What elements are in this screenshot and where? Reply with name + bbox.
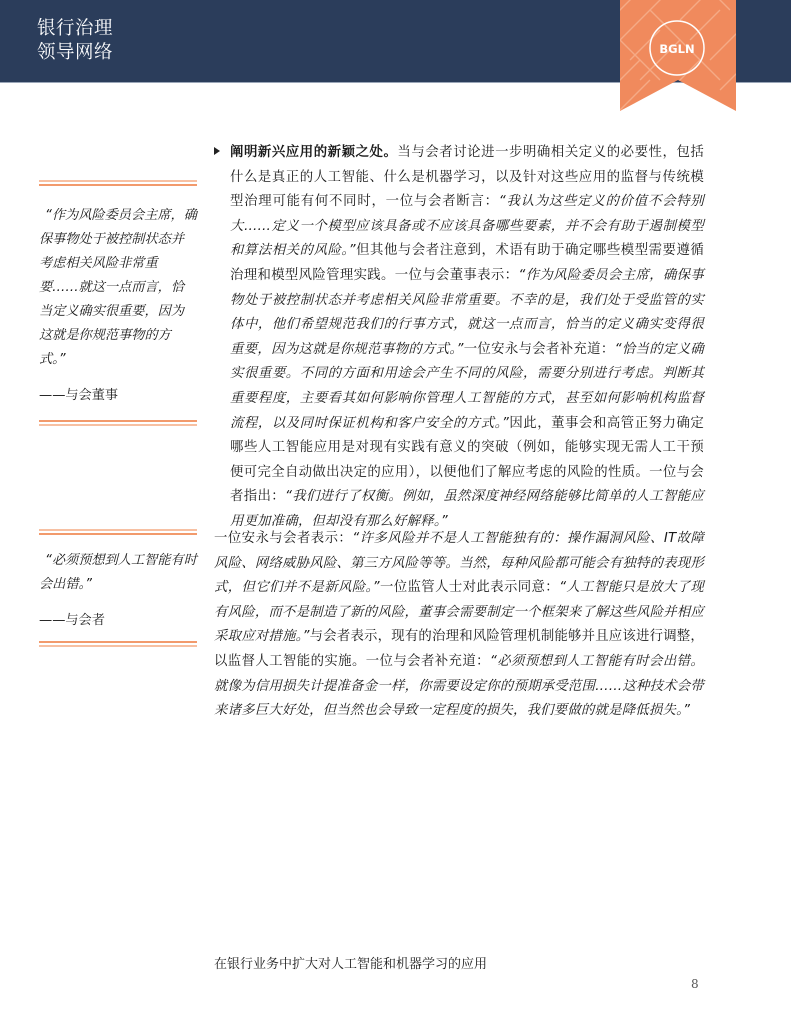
- pull-quote-box-2: [39, 529, 197, 647]
- bgln-ribbon-icon: [620, 0, 736, 111]
- divider-bottom: [39, 641, 197, 647]
- pull-quote-box-1: [39, 180, 197, 426]
- text-segment: 一位安永与会者补充道：: [463, 341, 615, 357]
- quote-segment: “我认为这些定义的价值不会特别大……定义一个模型应该具备或不应该具备哪些要素，并不会有助于遏制模型和算法相关的风险。”: [230, 194, 704, 259]
- quote-segment: “恰当的定义确实很重要。不同的方面和用途会产生不同的风险，需要分别进行考虑。判断其重要程度，主要看其如何影响你管理人工智能的方式，甚至如何影响机构监督流程，以及同时保证机构和客户安全的方式。”: [230, 341, 705, 431]
- pull-quote-text: “必须预想到人工智能有时会出错。”: [39, 553, 197, 592]
- main-content: [216, 141, 704, 535]
- footer-title: 在银行业务中扩大对人工智能和机器学习的应用: [214, 957, 488, 972]
- body-paragraph: [214, 527, 704, 724]
- divider-top: [39, 180, 197, 186]
- pull-quote-attribution: ——与会者: [39, 613, 105, 628]
- quote-segment: “许多风险并不是人工智能独有的：操作漏洞风险、IT故障风险、网络威胁风险、第三方风险等等。当然，每种风险都可能会有独特的表现形式，但它们并不是新风险。”: [214, 531, 704, 596]
- header-title-line1: 银行治理: [37, 18, 114, 39]
- triangle-bullet-icon: [214, 147, 220, 155]
- text-segment: 但其他与会者注意到，术语有助于确定哪些模型需要遵循治理和模型风险管理实践。一位与会董事表示：: [230, 243, 704, 283]
- bullet-item: [216, 141, 704, 535]
- text-segment: 一位安永与会者表示：: [214, 531, 353, 546]
- quote-segment: “作为风险委员会主席，确保事物处于被控制状态并考虑相关风险非常重要。不幸的是，我们处于受监管的实体中，他们希望规范我们的行事方式，就这一点而言，恰当的定义确实变得很重要，因为这就是你规范事物的方式。”: [230, 267, 704, 357]
- pull-quote-text: “作为风险委员会主席，确保事物处于被控制状态并考虑相关风险非常重要……就这一点而言，恰当定义确实很重要，因为这就是你规范事物的方式。”: [39, 208, 197, 367]
- bullet-heading: 阐明新兴应用的新颖之处。: [230, 145, 398, 160]
- text-segment: 当与会者讨论进一步明确相关定义的必要性，包括什么是真正的人工智能、什么是机器学习，以及针对这些应用的监督与传统模型治理可能有何不同时，一位与会者断言：: [230, 145, 704, 210]
- quote-segment: “人工智能只是放大了现有风险，而不是制造了新的风险，董事会需要制定一个框架来了解这些风险并相应采取应对措施。”: [214, 580, 704, 645]
- bgln-label: BGLN: [659, 42, 695, 56]
- header-title-line2: 领导网络: [37, 42, 114, 63]
- quote-segment: “必须预想到人工智能有时会出错。就像为信用损失计提准备金一样，你需要设定你的预期承受范围……这种技术会带来诸多巨大好处，但当然也会导致一定程度的损失，我们要做的就是降低损失。”: [214, 653, 704, 719]
- text-segment: 一位监管人士对此表示同意：: [379, 580, 560, 596]
- bullet-paragraph: [230, 141, 704, 535]
- text-segment: 与会者表示，现有的治理和风险管理机制能够并且应该进行调整，以监督人工智能的实施。一位与会者补充道：: [214, 629, 704, 669]
- pull-quote-attribution: ——与会董事: [39, 388, 119, 403]
- bgln-badge: [620, 0, 736, 111]
- main-content-2: [214, 527, 704, 724]
- divider-top: [39, 529, 197, 535]
- quote-segment: “我们进行了权衡。例如，虽然深度神经网络能够比简单的人工智能应用更加准确，但却没有那么好解释。”: [230, 489, 704, 529]
- text-segment: 因此，董事会和高管正努力确定哪些人工智能应用是对现有实践有意义的突破（例如，能够实现无需人工干预便可完全自动做出决定的应用），以便他们了解应考虑的风险的性质。一位与会者指出：: [230, 415, 704, 505]
- header-title: [37, 17, 113, 65]
- divider-bottom: [39, 420, 197, 426]
- page-number: 8: [691, 977, 699, 991]
